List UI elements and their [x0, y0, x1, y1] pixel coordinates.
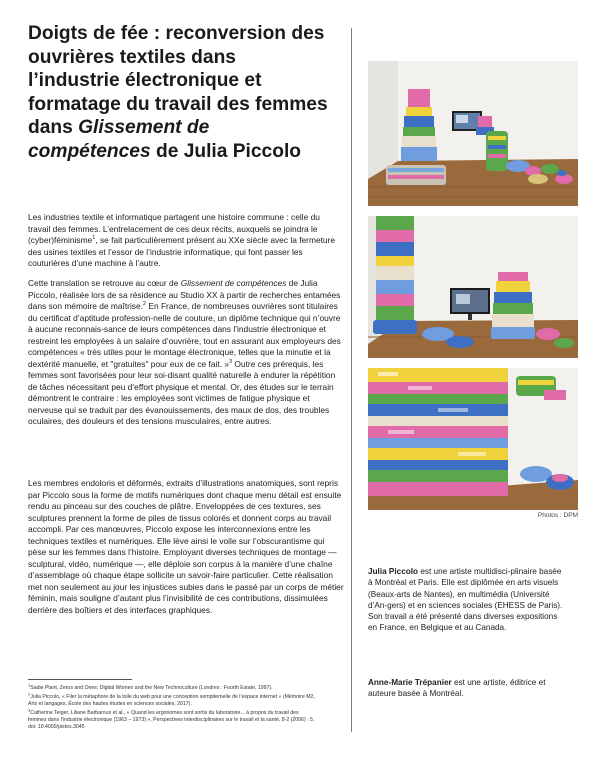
- footnote-ref-2: 2: [142, 301, 147, 308]
- article-title: [28, 22, 328, 164]
- column-divider: [351, 28, 352, 732]
- exhibition-photo-2: [368, 216, 578, 358]
- footnote-ref-1: 1: [92, 235, 96, 242]
- p2-text-c: En France, de nombreuses ouvrières sont titulaires du certificat d’aptitude profession-nelle de couture, un diplôme technique qui n’ouvre à aucune reconnais-sance de leurs compétences dans l’industrie électronique et restreint les employées à un salaire d’ouvrière, tout en assurant aux employeurs des compétences « très utiles pour le montage électronique, telles que la minutie et la dextérité manuelle, et "gratuites" pour eux de ce fait. »: [28, 301, 341, 369]
- exhibition-photo-3: [368, 368, 578, 510]
- p1-text-a: Les industries textile et informatique partagent une histoire commune : celle du travail des femmes. L’entrelacement de ces deux récits, auxquels se joindra le (cyber)féminisme: [28, 212, 320, 245]
- title-mid: de: [150, 140, 184, 162]
- bio-text-1: est une artiste multidisci-plinaire basée à Montréal et Paris. Elle est diplômée en arts visuels (Beaux-arts de Nantes), en multimédia (Université d’An-gers) et en sciences sociales (EHESS de Paris). Son travail a été présenté dans diverses expositions en France, en Belgique et au Canada.: [368, 567, 563, 633]
- p2-text-d: Outre ces prérequis, les femmes sont favorisées pour leur soi-disant qualité naturelle à endurer la répétition de tâches nécessitant peu d’effort physique et mental. Or, des études sur le terrain démontrent le contraire : les employées sont victimes de fatigue physique et nerveuse qui se traduit par des évanouissements, des maux de dos, des troubles oculaires, des douleurs et des tensions musculaires, entre autres.: [28, 358, 336, 426]
- footnote-3: [28, 706, 318, 732]
- bio-julia-piccolo: [368, 566, 566, 634]
- footnote-3-number: 3: [28, 706, 31, 712]
- title-main: Doigts de fée : reconversion des ouvrières textiles dans l’industrie électronique et formatage du travail des femmes dans: [28, 23, 328, 139]
- bio-name-1: Julia Piccolo: [368, 567, 419, 576]
- footnote-2: [28, 690, 318, 708]
- bio-text-2: est une artiste, éditrice et auteure basée à Montréal.: [368, 678, 546, 699]
- title-work: Glissement de compétences: [28, 117, 210, 162]
- bio-name-2: Anne-Marie Trépanier: [368, 678, 452, 687]
- p2-text-b: de Julia Piccolo, réalisée lors de sa résidence au Studio XX à partir de recherches entamées dans son mémoire de maîtrise.: [28, 278, 341, 311]
- bio-anne-marie-trepanier: [368, 677, 566, 700]
- exhibition-photo-1: [368, 61, 578, 206]
- body-paragraph-2: [28, 278, 344, 428]
- body-paragraph-3: Les membres endoloris et déformés, extraits d’illustrations anatomiques, sont repris par Piccolo sous la forme de motifs numériques dont chaque menu détail est ensuite rendu au pinceau sur des couches de plâtre. Enveloppées de ces textures, ses sculptures prennent la forme de piles de tissus colorés et donnent corps au travail accompli. Par ces manœuvres, Piccolo expose les interconnexions entre les techniques textiles et numériques. Elle lève ainsi le voile sur l’obscurantisme qui pèse sur les femmes dans l’histoire. Employant diverses techniques de montage — sculptural, vidéo, numérique —, elle déploie son corpus à la manière d’une chaîne d’assemblage où chaque étape sollicite un savoir-faire particulier. Cette réalisation met non seulement au jour les injustices subies dans le passé par un corps de métier féminin, mais souligne d’autant plus l’invisibilité de ces contributions, dissimulées derrière des boîtiers et des interfaces graphiques.: [28, 478, 344, 615]
- title-artist: Julia Piccolo: [183, 140, 302, 162]
- footnote-1-text: Sadie Plant, Zeros and Ones: Digital Women and the New Technoculture (Londres : Fourth Estate, 1997).: [30, 685, 273, 691]
- footnote-1-number: 1: [28, 682, 31, 688]
- photo-credit: Photos : DPM: [537, 512, 578, 519]
- footnote-2-text: Julia Piccolo, « Filer la métaphore de la toile du web pour une conception sempiternelle de l’espace internet » (Mémoire M2, Arts et langages, École des hautes études en sciences sociales, 2017).: [28, 693, 315, 707]
- footnotes: [28, 682, 318, 733]
- p1-text-b: , se fait particulièrement présent au XXe siècle avec la fermeture des usines textiles et l’essor de l’industrie informatique, qui font passer les couturières d’une machine à l’autre.: [28, 235, 336, 268]
- footnote-2-number: 2: [28, 690, 31, 696]
- body-paragraph-1: [28, 212, 344, 270]
- p2-text-a: Cette translation se retrouve au cœur de: [28, 278, 181, 288]
- p2-work-title: Glissement de compétences: [180, 278, 287, 288]
- footnote-1: [28, 682, 318, 692]
- footnote-3-text: Catherine Teiger, Liliane Barbaroux et al., « Quand les ergonomes sont sortis du laboratoire... à propos du travail des femmes dans l’industrie électronique (1963 – 1973) », Perspectives interdisciplinaires sur le travail et la santé, 8-2 (2006) : 5. doi: 10.4000/pistes.3045: [28, 709, 315, 731]
- footnote-ref-3: 3: [229, 358, 233, 365]
- footnote-divider: [28, 679, 132, 680]
